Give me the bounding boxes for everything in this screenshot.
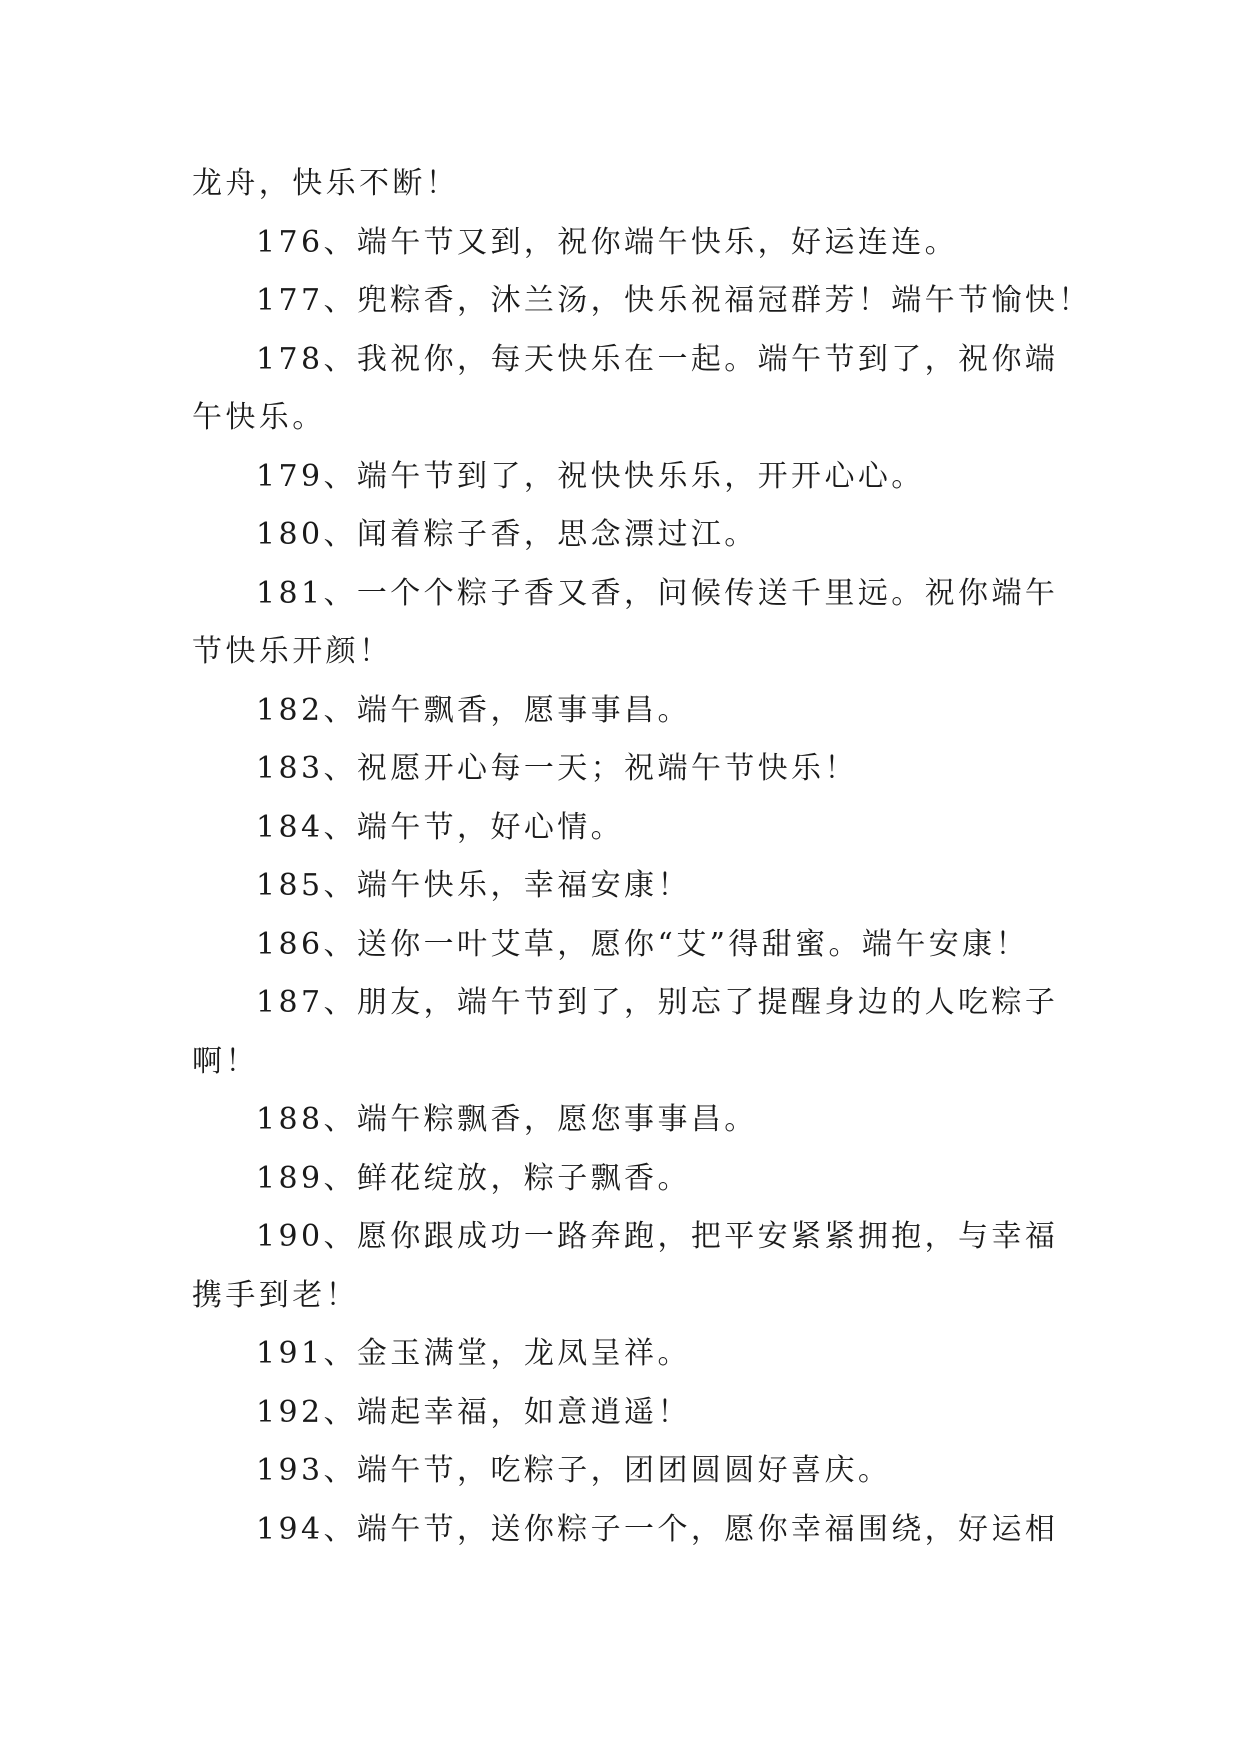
text-line: 187、朋友，端午节到了，别忘了提醒身边的人吃粽子: [256, 985, 1059, 1020]
text-line: 182、端午飘香，愿事事昌。: [256, 692, 691, 728]
text-line: 龙舟，快乐不断！: [192, 166, 460, 201]
text-line: 178、我祝你，每天快乐在一起。端午节到了，祝你端: [256, 341, 1059, 377]
text-line: 192、端起幸福，如意逍遥！: [256, 1394, 691, 1430]
text-line: 183、祝愿开心每一天；祝端午节快乐！: [256, 751, 858, 786]
text-line: 193、端午节，吃粽子，团团圆圆好喜庆。: [256, 1453, 892, 1488]
text-line: 189、鲜花绽放，粽子飘香。: [256, 1160, 691, 1196]
text-line: 179、端午节到了，祝快快乐乐，开开心心。: [256, 458, 925, 494]
text-line: 177、兜粽香，沐兰汤，快乐祝福冠群芳！端午节愉快！: [256, 283, 1092, 318]
text-line: 188、端午粽飘香，愿您事事昌。: [256, 1102, 758, 1137]
text-line: 节快乐开颜！: [192, 634, 393, 669]
text-line: 180、闻着粽子香，思念漂过江。: [256, 517, 758, 552]
text-line: 194、端午节，送你粽子一个，愿你幸福围绕，好运相: [256, 1511, 1059, 1547]
text-line: 184、端午节，好心情。: [256, 809, 625, 845]
text-line: 191、金玉满堂，龙凤呈祥。: [256, 1336, 691, 1371]
text-line: 190、愿你跟成功一路奔跑，把平安紧紧拥抱，与幸福: [256, 1219, 1059, 1254]
document-body: [192, 155, 1092, 1559]
text-line: 啊！: [192, 1043, 259, 1079]
text-line: 181、一个个粽子香又香，问候传送千里远。祝你端午: [256, 575, 1059, 611]
text-line: 携手到老！: [192, 1277, 359, 1313]
text-line: 午快乐。: [192, 400, 326, 435]
text-line: 186、送你一叶艾草，愿你“艾”得甜蜜。端午安康！: [256, 926, 1029, 962]
text-line: 185、端午快乐，幸福安康！: [256, 868, 691, 903]
text-line: 176、端午节又到，祝你端午快乐，好运连连。: [256, 224, 959, 260]
